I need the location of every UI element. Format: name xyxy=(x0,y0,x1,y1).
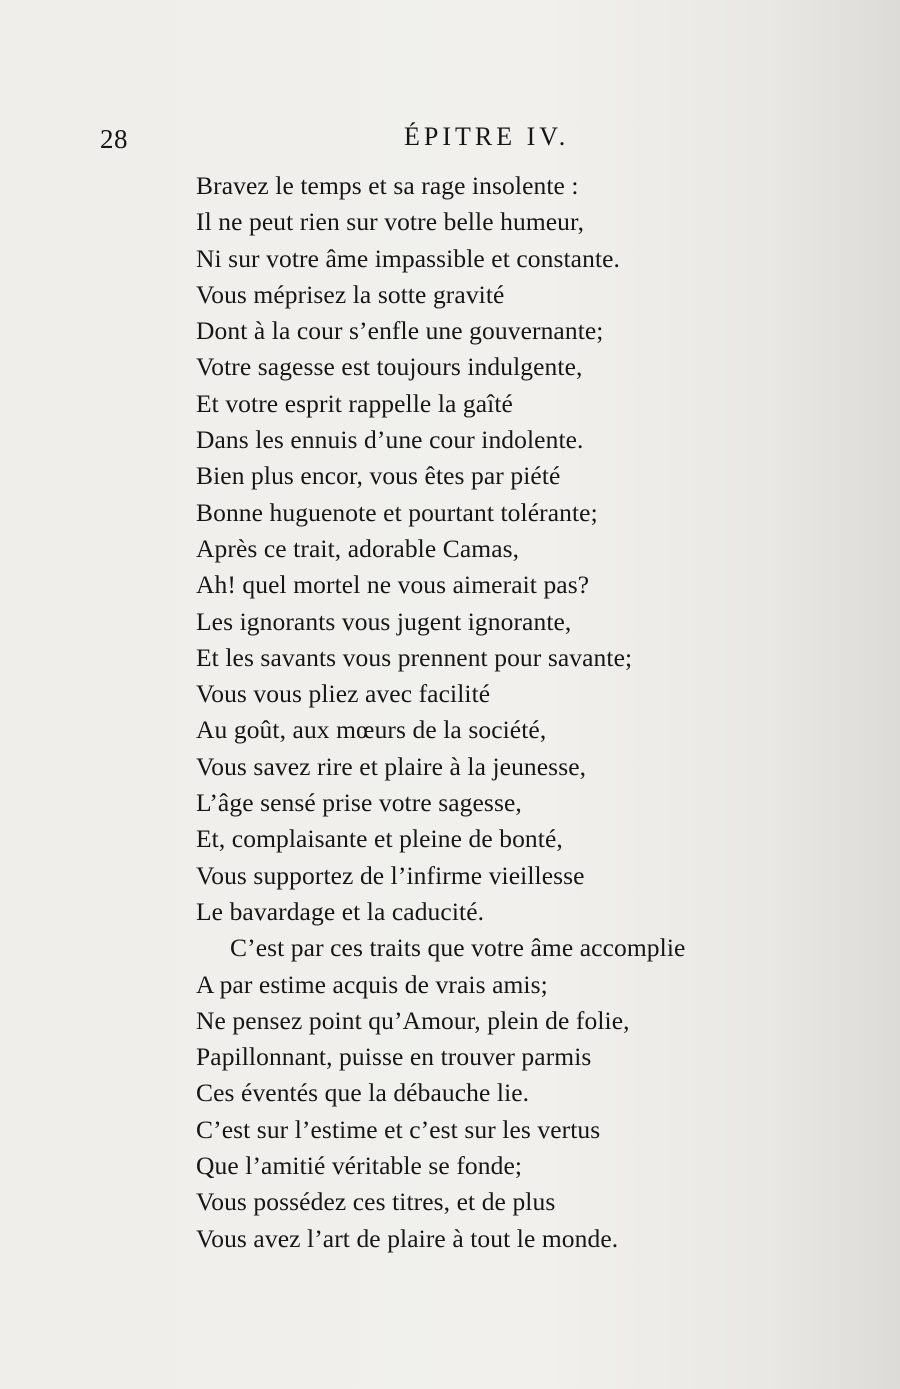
poem-line: Ces éventés que la débauche lie. xyxy=(196,1078,530,1108)
poem-line: Vous savez rire et plaire à la jeunesse, xyxy=(196,751,587,781)
poem-body xyxy=(196,168,796,1257)
running-head: ÉPITRE IV. xyxy=(404,122,570,151)
poem-line: Votre sagesse est toujours indulgente, xyxy=(196,352,583,382)
poem-line: C’est sur l’estime et c’est sur les vertus xyxy=(196,1114,601,1144)
poem-line: Et, complaisante et pleine de bonté, xyxy=(196,824,563,854)
poem-line: Ah! quel mortel ne vous aimerait pas? xyxy=(196,570,590,600)
poem-line: Et les savants vous prennent pour savante; xyxy=(196,642,633,672)
poem-line: Que l’amitié véritable se fonde; xyxy=(196,1151,523,1181)
poem-line: Et votre esprit rappelle la gaîté xyxy=(196,388,513,418)
poem-line: Vous avez l’art de plaire à tout le monde. xyxy=(196,1223,619,1253)
poem-line: Vous supportez de l’infirme vieillesse xyxy=(196,860,585,890)
poem-line: Bien plus encor, vous êtes par piété xyxy=(196,461,561,491)
poem-line: Ne pensez point qu’Amour, plein de folie, xyxy=(196,1005,630,1035)
poem-line: Bonne huguenote et pourtant tolérante; xyxy=(196,497,598,527)
poem-line: Dont à la cour s’enfle une gouvernante; xyxy=(196,316,604,346)
poem-line: Vous vous pliez avec facilité xyxy=(196,679,491,709)
poem-line: Ni sur votre âme impassible et constante. xyxy=(196,243,621,273)
poem-line-indented: C’est par ces traits que votre âme accomplie xyxy=(230,933,686,963)
page-number: 28 xyxy=(100,124,128,154)
poem-line: Papillonnant, puisse en trouver parmis xyxy=(196,1042,592,1072)
poem-line: Les ignorants vous jugent ignorante, xyxy=(196,606,572,636)
poem-line: L’âge sensé prise votre sagesse, xyxy=(196,788,522,818)
poem-line: Le bavardage et la caducité. xyxy=(196,896,485,926)
poem-line: Au goût, aux mœurs de la société, xyxy=(196,715,547,745)
poem-line: Dans les ennuis d’une cour indolente. xyxy=(196,425,584,455)
poem-line: Vous possédez ces titres, et de plus xyxy=(196,1187,556,1217)
poem-line: Bravez le temps et sa rage insolente : xyxy=(196,171,579,200)
poem-line: Après ce trait, adorable Camas, xyxy=(196,533,520,563)
poem-line: Vous méprisez la sotte gravité xyxy=(196,279,505,309)
poem-line: Il ne peut rien sur votre belle humeur, xyxy=(196,207,585,237)
poem-line: A par estime acquis de vrais amis; xyxy=(196,969,548,999)
